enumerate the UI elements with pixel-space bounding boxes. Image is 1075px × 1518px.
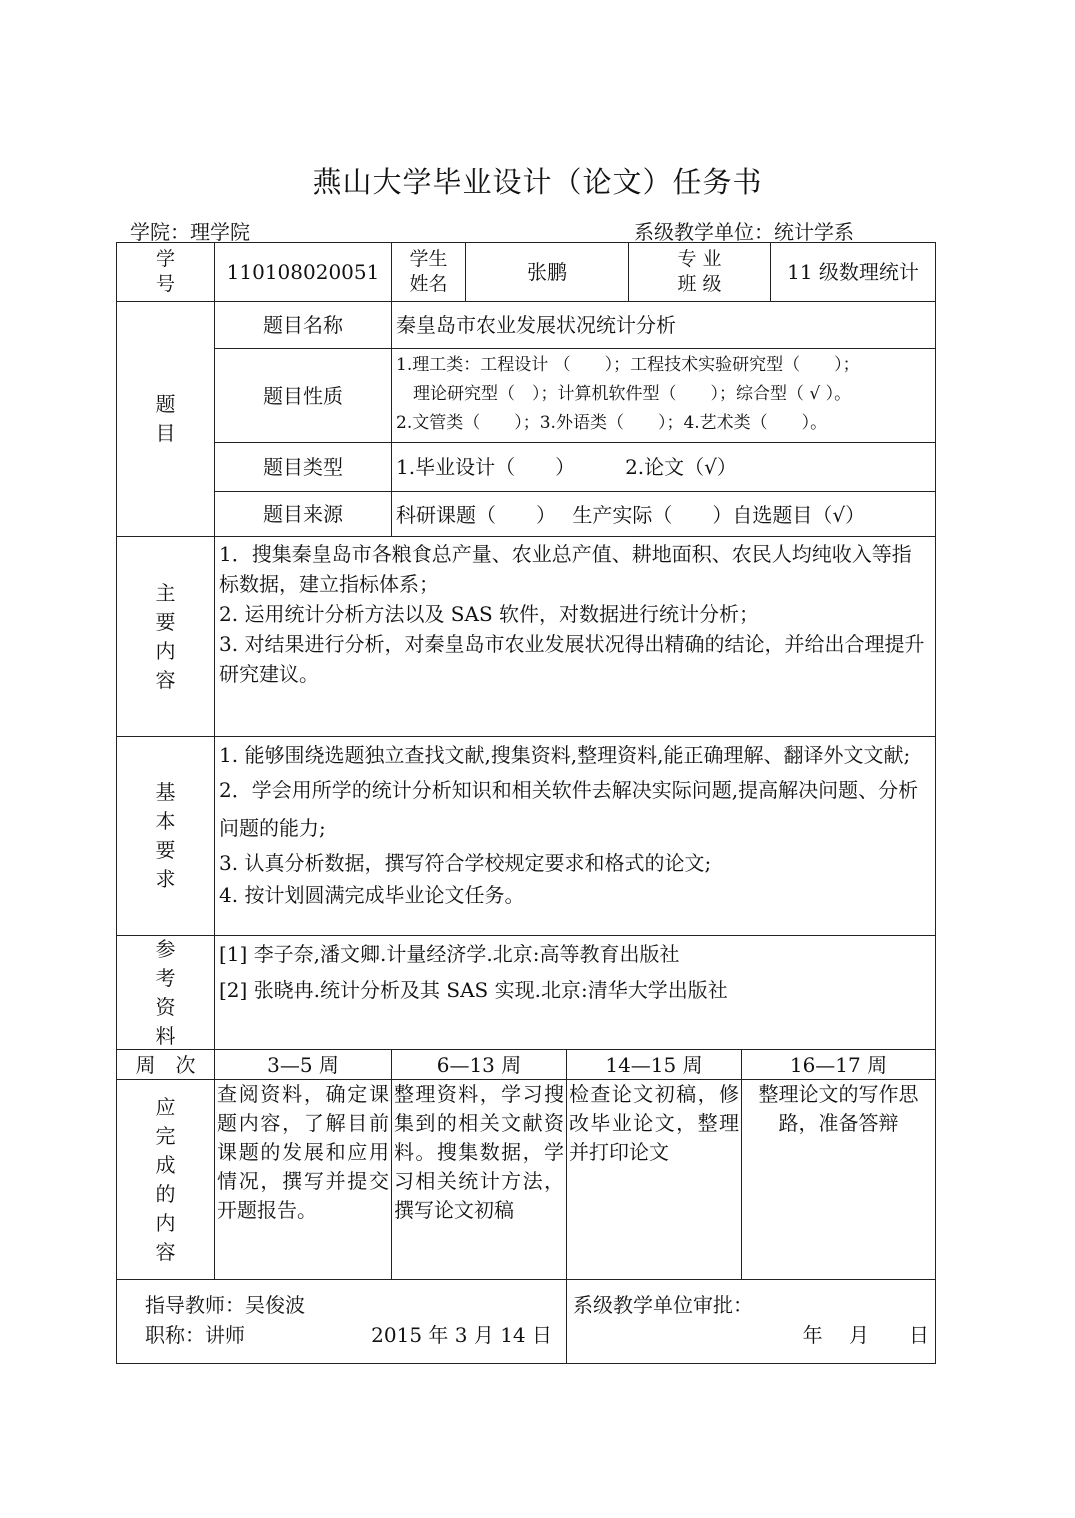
sign-date: 2015 年 3 月 14 日	[371, 1323, 552, 1347]
nature-line-2: 理论研究型（ ）；计算机软件型（ ）；综合型（ √ ）。	[396, 384, 852, 404]
approval-label: 系级教学单位审批：	[573, 1293, 753, 1317]
content-item-1: 1．搜集秦皇岛市各粮食总产量、农业总产值、耕地面积、农民人均纯收入等指标数据，建立指标体系；	[219, 542, 912, 596]
college-label: 学院：理学院	[130, 220, 250, 244]
advisor-rank: 职称：讲师	[145, 1323, 245, 1347]
requirements-label: 基 本 要 求	[116, 736, 215, 936]
major-class-label: 专 业 班 级	[628, 242, 771, 302]
nature-line-1: 1.理工类：工程设计 （ ）；工程技术实验研究型（ ）；	[396, 355, 860, 375]
topic-type-label: 题目类型	[214, 442, 392, 492]
references-body	[214, 935, 936, 1050]
topic-nature-label: 题目性质	[214, 348, 392, 443]
week-3: 14—15 周	[566, 1049, 742, 1080]
reference-item-2: [2] 张晓冉.统计分析及其 SAS 实现.北京:清华大学出版社	[219, 978, 728, 1002]
main-content-label: 主 要 内 容	[116, 536, 215, 737]
references-label: 参 考 资 料	[116, 935, 215, 1050]
week-4: 16—17 周	[741, 1049, 936, 1080]
advisor-signature-cell	[116, 1279, 567, 1364]
topic-section-label: 题 目	[116, 301, 215, 537]
nature-line-3: 2.文管类（ ）；3.外语类（ ）；4.艺术类（ ）。	[396, 413, 828, 433]
requirement-item-1: 1. 能够围绕选题独立查找文献,搜集资料,整理资料,能正确理解、翻译外文文献;	[219, 743, 911, 767]
approval-date: 年 月 日	[802, 1323, 929, 1347]
task-cell-4: 整理论文的写作思路，准备答辩	[741, 1079, 936, 1280]
student-name-value: 张鹏	[465, 242, 629, 302]
advisor-name: 指导教师：吴俊波	[145, 1293, 305, 1317]
topic-type-value: 1.毕业设计（ ） 2.论文（√）	[391, 442, 936, 492]
requirement-item-2: 2．学会用所学的统计分析知识和相关软件去解决实际问题,提高解决问题、分析问题的能力;	[219, 778, 919, 840]
tasks-label: 应 完 成 的 内 容	[116, 1079, 215, 1280]
topic-name-value: 秦皇岛市农业发展状况统计分析	[391, 301, 936, 349]
student-id-value: 110108020051	[214, 242, 392, 302]
content-item-3: 3. 对结果进行分析，对秦皇岛市农业发展状况得出精确的结论，并给出合理提升研究建议。	[219, 632, 925, 686]
week-2: 6—13 周	[391, 1049, 567, 1080]
requirements-body	[214, 736, 936, 936]
topic-source-value: 科研课题（ ） 生产实际（ ）自选题目（√）	[391, 491, 936, 537]
topic-nature-options	[391, 348, 936, 443]
approval-cell	[566, 1279, 936, 1364]
reference-item-1: [1] 李子奈,潘文卿.计量经济学.北京:高等教育出版社	[219, 942, 680, 966]
document-title: 燕山大学毕业设计（论文）任务书	[312, 165, 763, 199]
task-cell-2: 整理资料，学习搜集到的相关文献资料。搜集数据，学习相关统计方法，撰写论文初稿	[391, 1079, 567, 1280]
task-form-table	[116, 242, 936, 1364]
student-id-label: 学 号	[116, 242, 215, 302]
department-label: 系级教学单位：统计学系	[634, 220, 854, 244]
week-1: 3—5 周	[214, 1049, 392, 1080]
student-name-label: 学生 姓名	[391, 242, 466, 302]
requirement-item-3: 3. 认真分析数据，撰写符合学校规定要求和格式的论文;	[219, 851, 712, 875]
content-item-2: 2. 运用统计分析方法以及 SAS 软件，对数据进行统计分析；	[219, 602, 759, 626]
major-class-value: 11 级数理统计	[770, 242, 936, 302]
topic-name-label: 题目名称	[214, 301, 392, 349]
main-content-body	[214, 536, 936, 737]
task-cell-3: 检查论文初稿，修改毕业论文，整理并打印论文	[566, 1079, 742, 1280]
task-cell-1: 查阅资料，确定课题内容，了解目前课题的发展和应用情况，撰写并提交开题报告。	[214, 1079, 392, 1280]
topic-source-label: 题目来源	[214, 491, 392, 537]
week-label: 周 次	[116, 1049, 215, 1080]
requirement-item-4: 4. 按计划圆满完成毕业论文任务。	[219, 883, 525, 907]
